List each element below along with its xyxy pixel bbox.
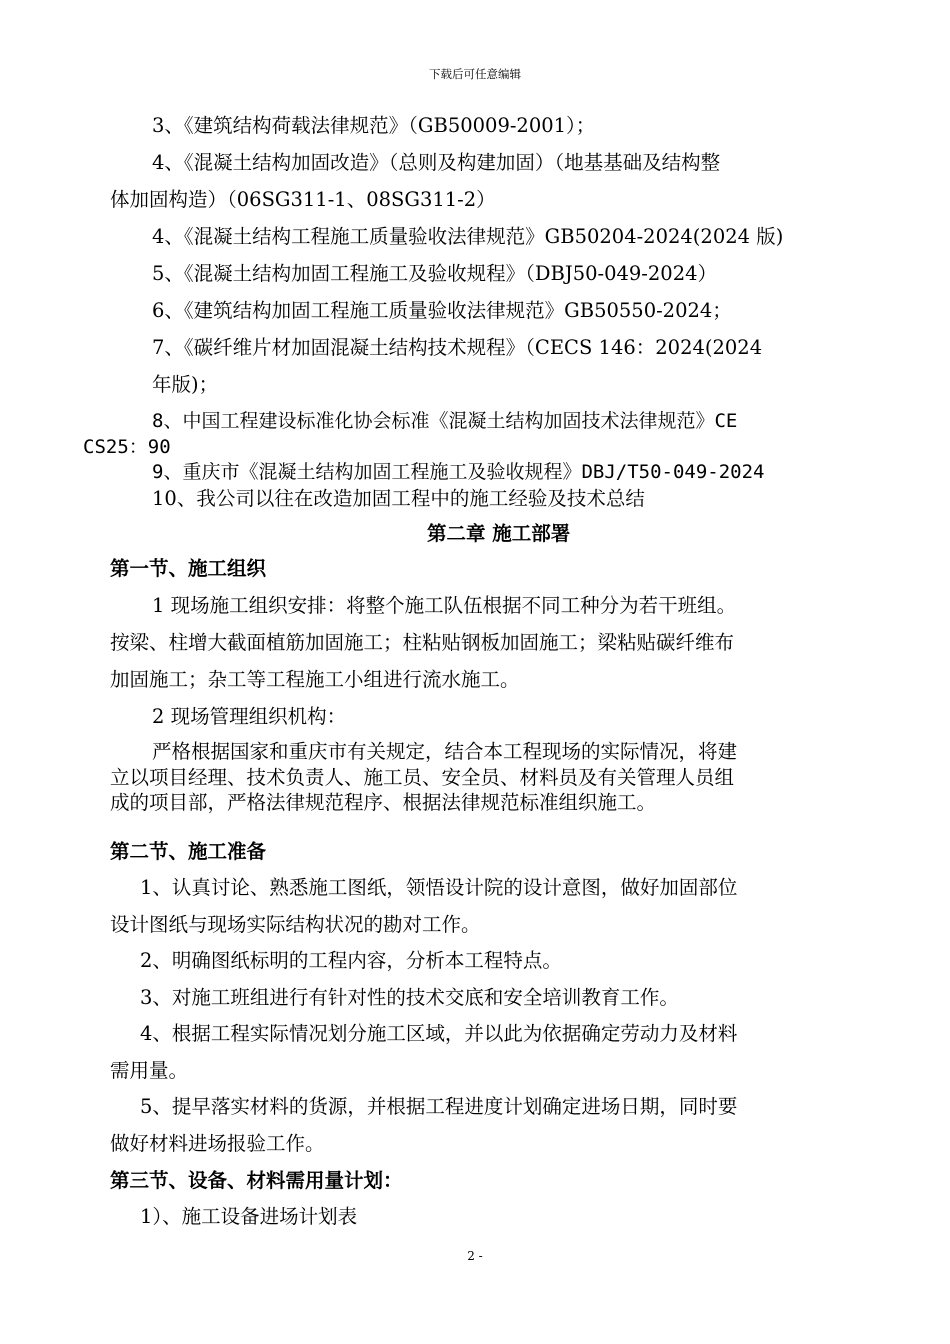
paragraph-line: 成的项目部，严格法律规范程序、根据法律规范标准组织施工。 bbox=[110, 791, 657, 814]
page-header: 下载后可任意编辑 bbox=[429, 67, 521, 81]
reference-item: 6、《建筑结构加固工程施工质量验收法律规范》GB50550-2024； bbox=[152, 299, 732, 322]
page-number: 2 - bbox=[467, 1249, 483, 1263]
reference-item: 5、《混凝土结构加固工程施工及验收规程》（DBJ50-049-2024） bbox=[152, 262, 718, 285]
reference-item-continued: CS25：90 bbox=[83, 436, 171, 458]
paragraph-line: 严格根据国家和重庆市有关规定，结合本工程现场的实际情况，将建 bbox=[152, 740, 738, 763]
paragraph-line: 加固施工；杂工等工程施工小组进行流水施工。 bbox=[110, 668, 520, 691]
paragraph-line: 按梁、柱增大截面植筋加固施工；柱粘贴钢板加固施工；梁粘贴碳纤维布 bbox=[110, 631, 735, 654]
reference-item: 7、《碳纤维片材加固混凝土结构技术规程》（CECS 146：2024(2024 bbox=[152, 336, 763, 359]
paragraph-line: 3、对施工班组进行有针对性的技术交底和安全培训教育工作。 bbox=[140, 986, 679, 1009]
reference-item: 4、《混凝土结构加固改造》（总则及构建加固）（地基基础及结构整 bbox=[152, 151, 721, 174]
section-title: 第一节、施工组织 bbox=[110, 557, 267, 580]
section-title: 第三节、设备、材料需用量计划： bbox=[110, 1169, 403, 1192]
paragraph-line: 1）、施工设备进场计划表 bbox=[140, 1205, 358, 1228]
reference-item: 10、我公司以往在改造加固工程中的施工经验及技术总结 bbox=[152, 487, 645, 510]
reference-item: 4、《混凝土结构工程施工质量验收法律规范》GB50204-2024(2024 版) bbox=[152, 225, 784, 248]
reference-item: 3、《建筑结构荷载法律规范》（GB50009-2001）； bbox=[152, 114, 596, 137]
chapter-title: 第二章 施工部署 bbox=[427, 522, 571, 545]
paragraph-line: 1、认真讨论、熟悉施工图纸，领悟设计院的设计意图，做好加固部位 bbox=[140, 876, 738, 899]
paragraph-line: 4、根据工程实际情况划分施工区域，并以此为依据确定劳动力及材料 bbox=[140, 1022, 738, 1045]
reference-item: 8、中国工程建设标准化协会标准《混凝土结构加固技术法律规范》CE bbox=[152, 410, 738, 432]
paragraph-line: 需用量。 bbox=[110, 1059, 189, 1082]
paragraph-line: 做好材料进场报验工作。 bbox=[110, 1132, 325, 1155]
reference-item-continued: 体加固构造）（06SG311-1、08SG311-2） bbox=[110, 188, 496, 211]
section-title: 第二节、施工准备 bbox=[110, 840, 267, 863]
paragraph-line: 2、明确图纸标明的工程内容，分析本工程特点。 bbox=[140, 949, 562, 972]
paragraph-line: 5、提早落实材料的货源，并根据工程进度计划确定进场日期，同时要 bbox=[140, 1095, 738, 1118]
reference-item-continued: 年版)； bbox=[152, 373, 219, 396]
paragraph-line: 立以项目经理、技术负责人、施工员、安全员、材料员及有关管理人员组 bbox=[110, 766, 735, 789]
paragraph-line: 设计图纸与现场实际结构状况的勘对工作。 bbox=[110, 913, 481, 936]
reference-item: 9、重庆市《混凝土结构加固工程施工及验收规程》DBJ/T50-049-2024 bbox=[152, 461, 765, 483]
paragraph-line: 2 现场管理组织机构： bbox=[152, 705, 347, 728]
paragraph-line: 1 现场施工组织安排：将整个施工队伍根据不同工种分为若干班组。 bbox=[152, 594, 737, 617]
